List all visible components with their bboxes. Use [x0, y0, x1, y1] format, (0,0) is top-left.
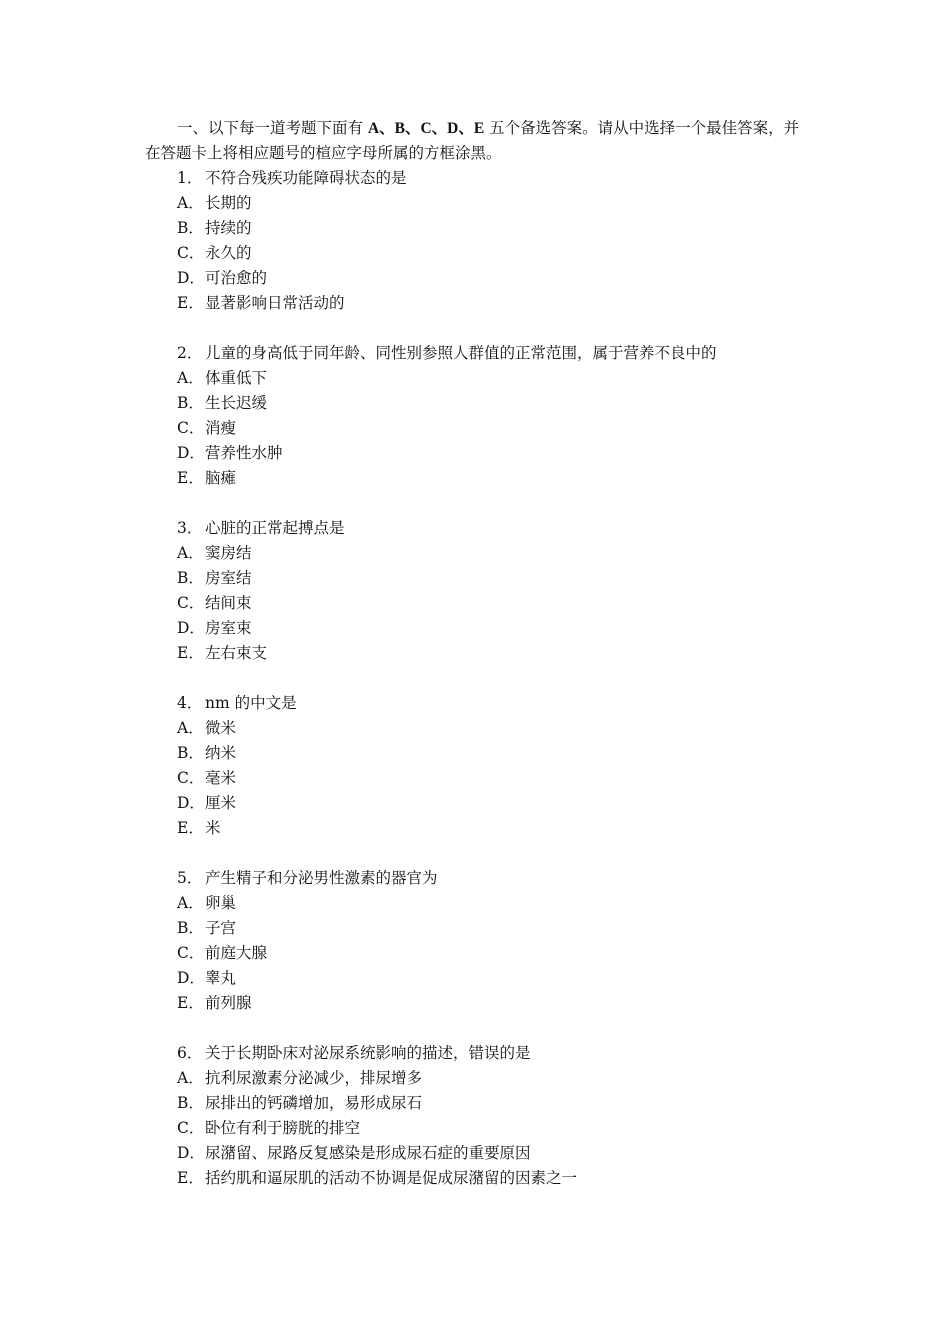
option-e	[177, 1166, 817, 1191]
option-text: 卧位有利于膀胱的排空	[205, 1119, 361, 1137]
option-text: 括约肌和逼尿肌的活动不协调是促成尿潴留的因素之一	[205, 1169, 578, 1187]
option-b	[177, 216, 817, 241]
option-text: 卵巢	[205, 894, 237, 912]
question-number: 6．	[177, 1044, 203, 1062]
option-e	[177, 466, 817, 491]
question-5	[177, 866, 817, 1016]
question-number: 2．	[177, 344, 203, 362]
option-text: 长期的	[205, 194, 252, 212]
instructions-text-after: 五个备选答案。请从中选择一个最佳答案，并在答题卡上将相应题号的楦应字母所属的方框涂黑。	[145, 119, 800, 162]
option-b	[177, 1091, 817, 1116]
question-stem	[177, 341, 817, 366]
question-1	[177, 166, 817, 316]
question-number: 1．	[177, 169, 203, 187]
option-d	[177, 1141, 817, 1166]
option-text: 睾丸	[205, 969, 237, 987]
option-e	[177, 641, 817, 666]
question-number: 5．	[177, 869, 203, 887]
option-text: 抗利尿激素分泌减少，排尿增多	[205, 1069, 423, 1087]
option-text: 脑瘫	[205, 469, 237, 487]
option-d	[177, 266, 817, 291]
option-text: 微米	[205, 719, 237, 737]
option-text: 米	[205, 819, 221, 837]
option-letter: E．	[177, 294, 204, 312]
question-text: 关于长期卧床对泌尿系统影响的描述，错误的是	[205, 1044, 531, 1062]
option-letter: E．	[177, 819, 204, 837]
option-letter: B．	[177, 394, 204, 412]
option-letter: A．	[177, 369, 204, 387]
option-d	[177, 441, 817, 466]
option-letter: A．	[177, 544, 204, 562]
option-letter: D．	[177, 969, 205, 987]
option-c	[177, 1116, 817, 1141]
option-letter: D．	[177, 1144, 205, 1162]
option-b	[177, 566, 817, 591]
option-b	[177, 916, 817, 941]
question-text: nm 的中文是	[205, 694, 297, 712]
option-text: 前庭大腺	[205, 944, 268, 962]
option-c	[177, 766, 817, 791]
option-e	[177, 816, 817, 841]
option-letter: A．	[177, 719, 204, 737]
question-number: 4．	[177, 694, 203, 712]
option-letter: B．	[177, 744, 204, 762]
option-text: 结间束	[205, 594, 252, 612]
option-letter: D．	[177, 269, 205, 287]
option-letter: B．	[177, 919, 204, 937]
option-letter: C．	[177, 594, 205, 612]
option-letter: A．	[177, 194, 204, 212]
option-text: 毫米	[205, 769, 237, 787]
question-list	[177, 166, 817, 1216]
option-text: 体重低下	[205, 369, 268, 387]
question-6	[177, 1041, 817, 1191]
question-text: 儿童的身高低于同年龄、同性别参照人群值的正常范围，属于营养不良中的	[205, 344, 717, 362]
option-text: 前列腺	[205, 994, 252, 1012]
option-c	[177, 241, 817, 266]
option-text: 持续的	[205, 219, 252, 237]
option-text: 厘米	[205, 794, 237, 812]
instructions-option-letters: A、B、C、D、E	[367, 120, 485, 137]
option-letter: E．	[177, 994, 204, 1012]
option-a	[177, 891, 817, 916]
question-stem	[177, 691, 817, 716]
option-text: 子宫	[205, 919, 237, 937]
question-text: 心脏的正常起搏点是	[205, 519, 345, 537]
option-text: 窦房结	[205, 544, 252, 562]
option-a	[177, 541, 817, 566]
section-instructions	[145, 116, 813, 166]
question-stem	[177, 1041, 817, 1066]
option-c	[177, 416, 817, 441]
option-text: 尿排出的钙磷增加，易形成尿石	[205, 1094, 423, 1112]
option-letter: B．	[177, 219, 204, 237]
option-letter: E．	[177, 469, 204, 487]
option-text: 永久的	[205, 244, 252, 262]
option-d	[177, 966, 817, 991]
option-text: 房室束	[205, 619, 252, 637]
option-letter: D．	[177, 444, 205, 462]
option-letter: B．	[177, 569, 204, 587]
option-text: 房室结	[205, 569, 252, 587]
question-text: 产生精子和分泌男性激素的器官为	[205, 869, 438, 887]
option-text: 左右束支	[205, 644, 268, 662]
option-b	[177, 391, 817, 416]
option-letter: A．	[177, 894, 204, 912]
option-letter: E．	[177, 1169, 204, 1187]
option-letter: C．	[177, 1119, 205, 1137]
option-b	[177, 741, 817, 766]
option-letter: E．	[177, 644, 204, 662]
question-stem	[177, 516, 817, 541]
option-c	[177, 591, 817, 616]
question-2	[177, 341, 817, 491]
option-text: 营养性水肿	[205, 444, 283, 462]
option-letter: A．	[177, 1069, 204, 1087]
option-a	[177, 191, 817, 216]
option-d	[177, 616, 817, 641]
option-d	[177, 791, 817, 816]
question-stem	[177, 866, 817, 891]
option-text: 纳米	[205, 744, 237, 762]
option-a	[177, 716, 817, 741]
question-4	[177, 691, 817, 841]
option-a	[177, 366, 817, 391]
question-number: 3．	[177, 519, 203, 537]
option-text: 尿潴留、尿路反复感染是形成尿石症的重要原因	[205, 1144, 531, 1162]
question-text: 不符合残疾功能障碍状态的是	[205, 169, 407, 187]
option-text: 生长迟缓	[205, 394, 268, 412]
option-letter: D．	[177, 794, 205, 812]
question-3	[177, 516, 817, 666]
option-letter: B．	[177, 1094, 204, 1112]
option-text: 消瘦	[205, 419, 237, 437]
option-letter: C．	[177, 244, 205, 262]
option-letter: C．	[177, 419, 205, 437]
option-text: 可治愈的	[205, 269, 268, 287]
option-c	[177, 941, 817, 966]
option-letter: D．	[177, 619, 205, 637]
option-letter: C．	[177, 769, 205, 787]
option-e	[177, 291, 817, 316]
option-letter: C．	[177, 944, 205, 962]
option-text: 显著影响日常活动的	[205, 294, 345, 312]
option-e	[177, 991, 817, 1016]
option-a	[177, 1066, 817, 1091]
question-stem	[177, 166, 817, 191]
instructions-text-before: 一、以下每一道考题下面有	[177, 119, 364, 137]
